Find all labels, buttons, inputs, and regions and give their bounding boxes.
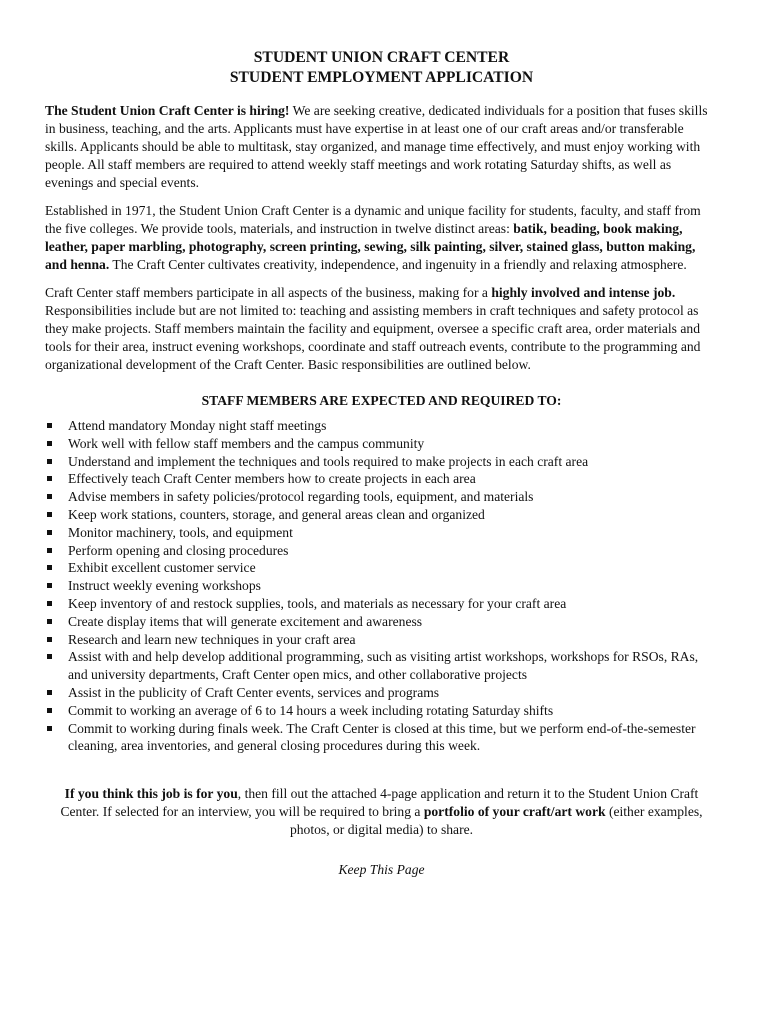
history-paragraph <box>45 202 718 274</box>
square-bullet-icon <box>47 654 52 659</box>
list-item-text: Perform opening and closing procedures <box>68 542 289 558</box>
list-item-text: Advise members in safety policies/protocol regarding tools, equipment, and materials <box>68 489 534 505</box>
list-item-text: Research and learn new techniques in your craft area <box>68 631 356 647</box>
list-item <box>45 702 718 720</box>
list-item <box>45 524 718 542</box>
intro-lead: The Student Union Craft Center is hiring! <box>45 103 290 118</box>
list-item <box>45 648 718 684</box>
list-item <box>45 488 718 506</box>
list-item <box>45 577 718 595</box>
requirements-heading: STAFF MEMBERS ARE EXPECTED AND REQUIRED TO: <box>201 393 562 408</box>
list-item-text: Create display items that will generate excitement and awareness <box>68 613 423 629</box>
list-item <box>45 417 718 435</box>
list-item <box>45 470 718 488</box>
list-item-text: Keep work stations, counters, storage, and general areas clean and organized <box>68 506 485 522</box>
staff-text-before: Craft Center staff members participate in all aspects of the business, making for a <box>45 285 492 300</box>
closing-text-middle: , then fill out the attached 4-page application and return it to the Student Union Craft Center. If selected for an interview, you will be required to bring a <box>60 786 699 820</box>
list-item-text: Work well with fellow staff members and the campus community <box>68 435 425 451</box>
square-bullet-icon <box>47 512 52 517</box>
list-item-text: Keep inventory of and restock supplies, tools, and materials as necessary for your craft area <box>68 595 567 611</box>
page-subtitle: STUDENT EMPLOYMENT APPLICATION <box>229 69 534 86</box>
list-item <box>45 595 718 613</box>
intro-text: We are seeking creative, dedicated individuals for a position that fuses skills in business, teaching, and the arts. Applicants must have expertise in at least one of our craft areas and/or transferable skills. Applicants should be able to multitask, stay organized, and manage time effectively, and must enjoy working with people. All staff members are required to attend weekly staff meetings and work rotating Saturday shifts, as well as evenings and special events. <box>45 103 708 190</box>
square-bullet-icon <box>47 441 52 446</box>
list-item <box>45 435 718 453</box>
list-item <box>45 720 718 756</box>
list-item-text: Assist in the publicity of Craft Center events, services and programs <box>68 684 440 700</box>
staff-paragraph <box>45 284 718 374</box>
square-bullet-icon <box>47 548 52 553</box>
portfolio-emphasis: portfolio of your craft/art work <box>423 804 606 820</box>
list-item <box>45 684 718 702</box>
list-item-text: Exhibit excellent customer service <box>68 560 256 576</box>
list-item-text: Effectively teach Craft Center members how to create projects in each area <box>68 471 476 487</box>
square-bullet-icon <box>47 530 52 535</box>
list-item-text: Instruct weekly evening workshops <box>68 578 261 594</box>
square-bullet-icon <box>47 494 52 499</box>
square-bullet-icon <box>47 459 52 464</box>
square-bullet-icon <box>47 423 52 428</box>
list-item-text: Attend mandatory Monday night staff meetings <box>68 418 327 433</box>
square-bullet-icon <box>47 476 52 481</box>
square-bullet-icon <box>47 583 52 588</box>
square-bullet-icon <box>47 637 52 642</box>
keep-page-note: Keep This Page <box>338 862 425 878</box>
square-bullet-icon <box>47 565 52 570</box>
square-bullet-icon <box>47 619 52 624</box>
list-item-text: Understand and implement the techniques and tools required to make projects in each craft area <box>68 453 589 469</box>
list-item-text: Commit to working during finals week. The Craft Center is closed at this time, but we perform end-of-the-semester cleaning, area inventories, and general closing procedures during this week. <box>68 720 696 754</box>
square-bullet-icon <box>47 708 52 713</box>
list-item <box>45 542 718 560</box>
list-item <box>45 613 718 631</box>
list-item-text: Commit to working an average of 6 to 14 hours a week including rotating Saturday shifts <box>68 702 554 718</box>
list-item-text: Assist with and help develop additional programming, such as visiting artist workshops, workshops for RSOs, RAs, and university departments, Craft Center open mics, and other collaborative projects <box>68 649 699 683</box>
craft-areas-list: batik, beading, book making, leather, paper marbling, photography, screen printing, sewing, silk painting, silver, stained glass, button making, and henna. <box>45 221 696 272</box>
list-item <box>45 631 718 649</box>
square-bullet-icon <box>47 690 52 695</box>
closing-text-end: (either examples, photos, or digital media) to share. <box>289 804 703 838</box>
closing-lead: If you think this job is for you <box>64 786 238 802</box>
list-item <box>45 453 718 471</box>
intro-paragraph <box>45 102 718 192</box>
list-item <box>45 506 718 524</box>
list-item <box>45 559 718 577</box>
history-text-before: Established in 1971, the Student Union Craft Center is a dynamic and unique facility for students, faculty, and staff from the five colleges. We provide tools, materials, and instruction in twelve distinct areas: <box>45 203 701 236</box>
history-text-after: The Craft Center cultivates creativity, independence, and ingenuity in a friendly and relaxing atmosphere. <box>109 257 687 272</box>
staff-emphasis: highly involved and intense job. <box>491 285 676 300</box>
page-title: STUDENT UNION CRAFT CENTER <box>253 49 510 66</box>
closing-paragraph <box>45 785 718 839</box>
staff-text-after: Responsibilities include but are not limited to: teaching and assisting members in craft techniques and safety protocol as they make projects. Staff members maintain the facility and equipment, oversee a specific craft area, order materials and tools for their area, instruct evening workshops, coordinate and staff outreach events, contribute to the programming and organizational development of the Craft Center. Basic responsibilities are outlined below. <box>45 303 701 372</box>
list-item-text: Monitor machinery, tools, and equipment <box>68 524 293 540</box>
square-bullet-icon <box>47 726 52 731</box>
square-bullet-icon <box>47 601 52 606</box>
requirements-list <box>45 417 718 755</box>
